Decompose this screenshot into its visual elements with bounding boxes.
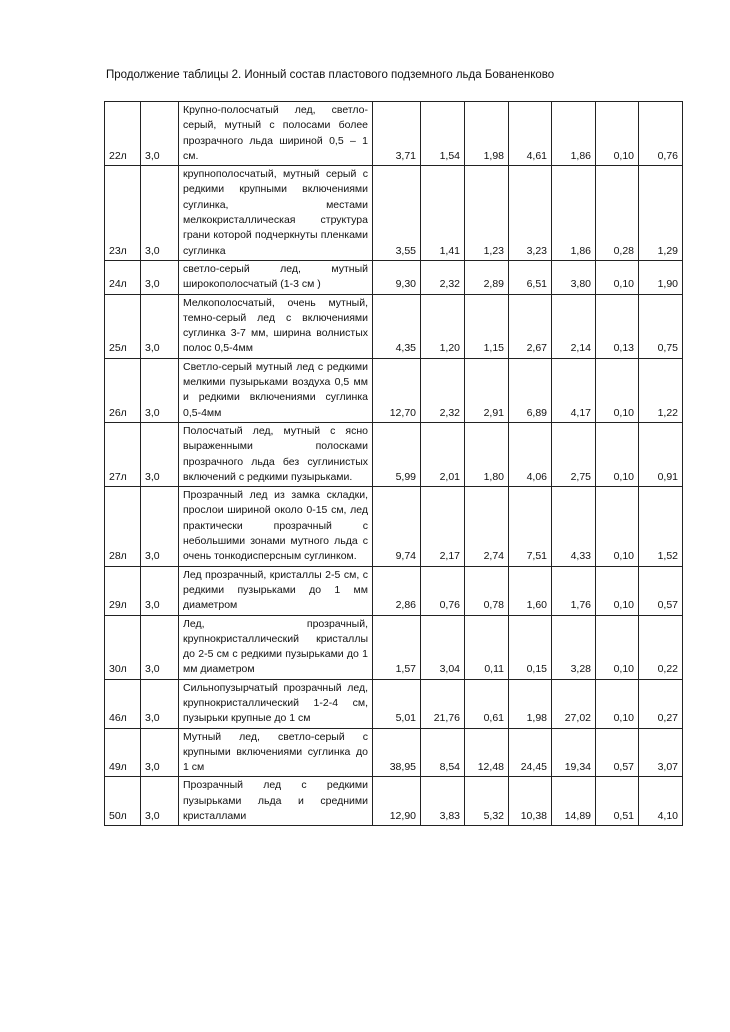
value-cell: 1,86: [552, 102, 596, 166]
value-cell: 1,98: [465, 102, 509, 166]
value-cell: 1,22: [639, 358, 683, 422]
table-body: [105, 102, 683, 826]
sample-id-cell: 24л: [105, 260, 141, 294]
value-cell: 1,80: [465, 422, 509, 486]
description-cell: Крупно-полосчатый лед, светло-серый, мутный с полосами более прозрачного льда шириной 0,5 – 1 см.: [179, 102, 373, 166]
description-cell: светло-серый лед, мутный широкополосчатый (1-3 см ): [179, 260, 373, 294]
table-caption: Продолжение таблицы 2. Ионный состав пластового подземного льда Бованенково: [106, 69, 555, 81]
value-cell: 5,99: [373, 422, 421, 486]
value-cell: 1,29: [639, 166, 683, 261]
value-cell: 0,91: [639, 422, 683, 486]
description-cell: Прозрачный лед из замка складки, прослои шириной около 0-15 см, лед практически прозрачный с небольшими зонами мутного льда с очень тонкодисперсным суглинком.: [179, 487, 373, 566]
value-cell: 1,41: [421, 166, 465, 261]
value-cell: 3,71: [373, 102, 421, 166]
value-cell: 2,75: [552, 422, 596, 486]
table-row: [105, 294, 683, 358]
value-cell: 1,20: [421, 294, 465, 358]
table-row: [105, 422, 683, 486]
value-cell: 2,74: [465, 487, 509, 566]
table-row: [105, 166, 683, 261]
value-cell: 0,61: [465, 679, 509, 728]
value-cell: 0,78: [465, 566, 509, 615]
table-row: [105, 615, 683, 679]
value-cell: 9,30: [373, 260, 421, 294]
value-cell: 3,23: [509, 166, 552, 261]
depth-cell: 3,0: [141, 294, 179, 358]
value-cell: 0,11: [465, 615, 509, 679]
sample-id-cell: 26л: [105, 358, 141, 422]
value-cell: 1,76: [552, 566, 596, 615]
table-row: [105, 566, 683, 615]
value-cell: 1,52: [639, 487, 683, 566]
value-cell: 2,67: [509, 294, 552, 358]
value-cell: 4,61: [509, 102, 552, 166]
value-cell: 2,14: [552, 294, 596, 358]
value-cell: 0,10: [596, 487, 639, 566]
description-cell: Полосчатый лед, мутный с ясно выраженными полосками прозрачного льда без суглинистых включений с редкими пузырьками.: [179, 422, 373, 486]
value-cell: 10,38: [509, 777, 552, 826]
value-cell: 27,02: [552, 679, 596, 728]
description-cell: Лед, прозрачный, крупнокристаллический кристаллы до 2-5 см с редкими пузырьками до 1 мм диаметром: [179, 615, 373, 679]
depth-cell: 3,0: [141, 260, 179, 294]
value-cell: 0,28: [596, 166, 639, 261]
sample-id-cell: 22л: [105, 102, 141, 166]
depth-cell: 3,0: [141, 422, 179, 486]
value-cell: 1,54: [421, 102, 465, 166]
table-row: [105, 102, 683, 166]
value-cell: 21,76: [421, 679, 465, 728]
value-cell: 2,32: [421, 358, 465, 422]
value-cell: 0,75: [639, 294, 683, 358]
value-cell: 38,95: [373, 728, 421, 777]
value-cell: 1,98: [509, 679, 552, 728]
description-cell: крупнополосчатый, мутный серый с редкими крупными включениями суглинка, местами мелкокристаллическая структура грани которой подчеркнуты пленками суглинка: [179, 166, 373, 261]
table-row: [105, 679, 683, 728]
value-cell: 0,15: [509, 615, 552, 679]
value-cell: 2,86: [373, 566, 421, 615]
value-cell: 19,34: [552, 728, 596, 777]
table-row: [105, 358, 683, 422]
value-cell: 4,10: [639, 777, 683, 826]
value-cell: 5,01: [373, 679, 421, 728]
value-cell: 6,51: [509, 260, 552, 294]
value-cell: 1,23: [465, 166, 509, 261]
value-cell: 8,54: [421, 728, 465, 777]
description-cell: Прозрачный лед с редкими пузырьками льда и средними кристаллами: [179, 777, 373, 826]
value-cell: 2,91: [465, 358, 509, 422]
value-cell: 1,57: [373, 615, 421, 679]
value-cell: 2,17: [421, 487, 465, 566]
value-cell: 0,57: [639, 566, 683, 615]
value-cell: 2,01: [421, 422, 465, 486]
value-cell: 0,10: [596, 102, 639, 166]
value-cell: 0,10: [596, 358, 639, 422]
ion-composition-table: [104, 101, 683, 826]
depth-cell: 3,0: [141, 679, 179, 728]
description-cell: Мелкополосчатый, очень мутный, темно-серый лед с включениями суглинка 3-7 мм, ширина волнистых полос 0,5-4мм: [179, 294, 373, 358]
table-row: [105, 260, 683, 294]
value-cell: 0,10: [596, 679, 639, 728]
value-cell: 0,10: [596, 422, 639, 486]
sample-id-cell: 30л: [105, 615, 141, 679]
value-cell: 1,86: [552, 166, 596, 261]
value-cell: 0,10: [596, 260, 639, 294]
value-cell: 0,10: [596, 615, 639, 679]
depth-cell: 3,0: [141, 728, 179, 777]
value-cell: 0,76: [421, 566, 465, 615]
depth-cell: 3,0: [141, 777, 179, 826]
value-cell: 1,90: [639, 260, 683, 294]
depth-cell: 3,0: [141, 166, 179, 261]
sample-id-cell: 28л: [105, 487, 141, 566]
description-cell: Лед прозрачный, кристаллы 2-5 см, с редкими пузырьками до 1 мм диаметром: [179, 566, 373, 615]
value-cell: 2,32: [421, 260, 465, 294]
sample-id-cell: 23л: [105, 166, 141, 261]
depth-cell: 3,0: [141, 487, 179, 566]
value-cell: 12,48: [465, 728, 509, 777]
value-cell: 3,28: [552, 615, 596, 679]
table-row: [105, 487, 683, 566]
value-cell: 3,83: [421, 777, 465, 826]
value-cell: 0,27: [639, 679, 683, 728]
value-cell: 6,89: [509, 358, 552, 422]
depth-cell: 3,0: [141, 615, 179, 679]
value-cell: 2,89: [465, 260, 509, 294]
value-cell: 3,04: [421, 615, 465, 679]
sample-id-cell: 27л: [105, 422, 141, 486]
description-cell: Светло-серый мутный лед с редкими мелкими пузырьками воздуха 0,5 мм и редкими включениями суглинка 0,5-4мм: [179, 358, 373, 422]
value-cell: 14,89: [552, 777, 596, 826]
description-cell: Сильнопузырчатый прозрачный лед, крупнокристаллический 1-2-4 см, пузырьки крупные до 1 см: [179, 679, 373, 728]
value-cell: 4,33: [552, 487, 596, 566]
value-cell: 5,32: [465, 777, 509, 826]
value-cell: 4,17: [552, 358, 596, 422]
value-cell: 24,45: [509, 728, 552, 777]
sample-id-cell: 29л: [105, 566, 141, 615]
value-cell: 12,70: [373, 358, 421, 422]
sample-id-cell: 25л: [105, 294, 141, 358]
table-row: [105, 728, 683, 777]
value-cell: 4,35: [373, 294, 421, 358]
depth-cell: 3,0: [141, 566, 179, 615]
depth-cell: 3,0: [141, 358, 179, 422]
value-cell: 0,51: [596, 777, 639, 826]
value-cell: 3,55: [373, 166, 421, 261]
description-cell: Мутный лед, светло-серый с крупными включениями суглинка до 1 см: [179, 728, 373, 777]
value-cell: 0,10: [596, 566, 639, 615]
value-cell: 3,80: [552, 260, 596, 294]
depth-cell: 3,0: [141, 102, 179, 166]
sample-id-cell: 49л: [105, 728, 141, 777]
value-cell: 9,74: [373, 487, 421, 566]
value-cell: 1,60: [509, 566, 552, 615]
sample-id-cell: 46л: [105, 679, 141, 728]
value-cell: 12,90: [373, 777, 421, 826]
value-cell: 0,76: [639, 102, 683, 166]
value-cell: 1,15: [465, 294, 509, 358]
value-cell: 3,07: [639, 728, 683, 777]
table-row: [105, 777, 683, 826]
value-cell: 4,06: [509, 422, 552, 486]
value-cell: 0,57: [596, 728, 639, 777]
sample-id-cell: 50л: [105, 777, 141, 826]
value-cell: 7,51: [509, 487, 552, 566]
value-cell: 0,22: [639, 615, 683, 679]
value-cell: 0,13: [596, 294, 639, 358]
